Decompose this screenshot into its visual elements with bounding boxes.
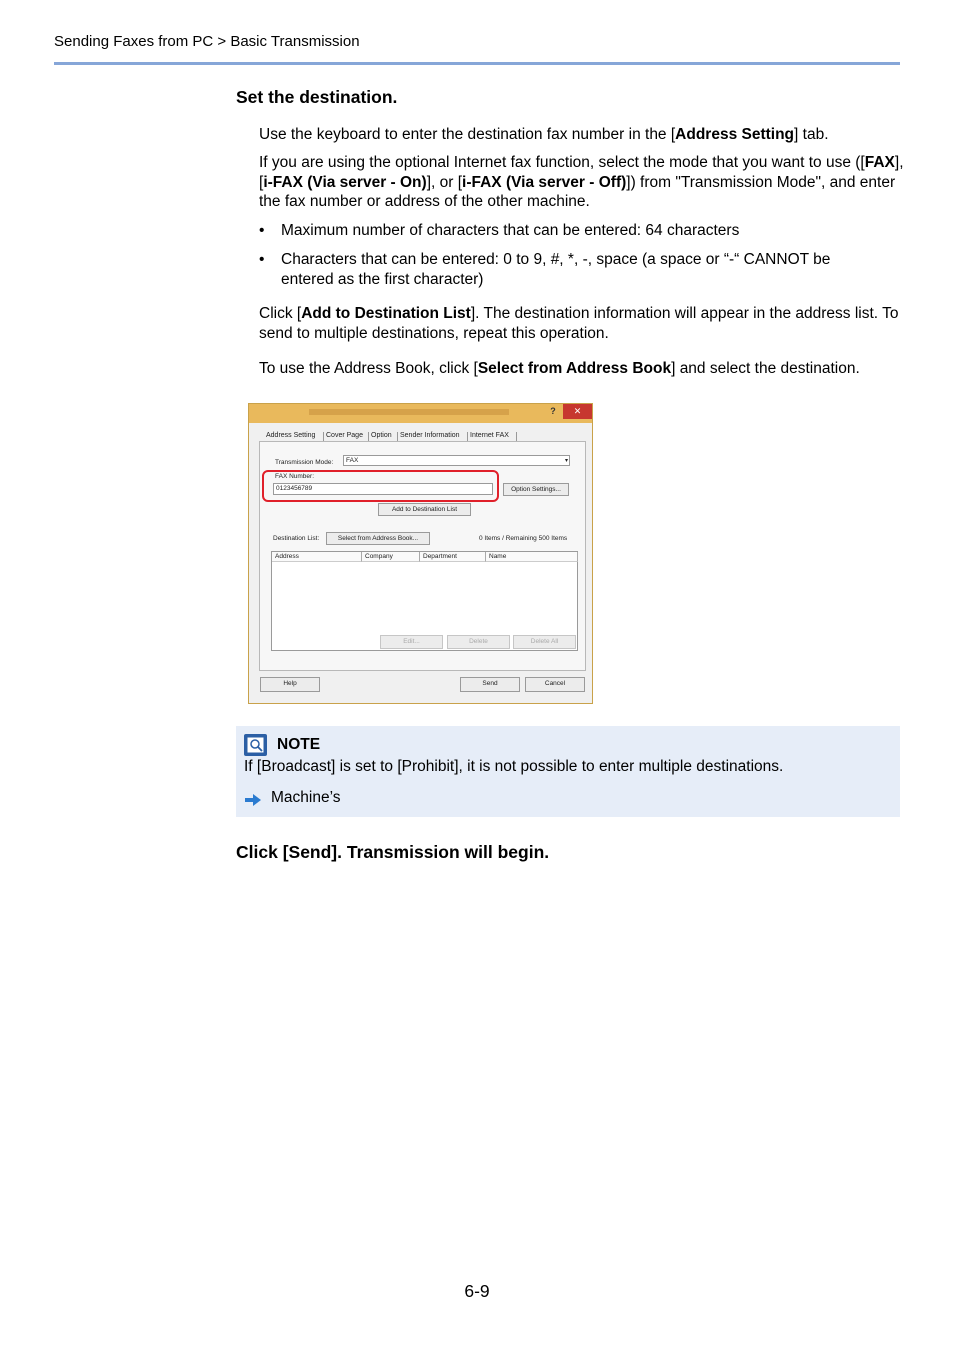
step-title-click-send: Click [Send]. Transmission will begin. xyxy=(236,842,550,862)
bold-term: i-FAX (Via server - Off) xyxy=(462,173,627,191)
fax-number-input[interactable]: 0123456789 xyxy=(273,483,493,495)
note-box xyxy=(236,726,900,817)
destination-list-label: Destination List: xyxy=(273,535,320,542)
text: If you are using the optional Internet fax function, select the mode that you want to use ([ xyxy=(259,154,865,171)
note-reference-link[interactable]: Machine’s xyxy=(271,789,341,806)
text: ], or [ xyxy=(426,173,463,191)
paragraph-internet-fax xyxy=(259,153,909,212)
close-icon[interactable]: ✕ xyxy=(563,404,592,419)
paragraph-address-book xyxy=(259,359,909,379)
column-header-name[interactable]: Name xyxy=(486,552,578,562)
page-number: 6-9 xyxy=(464,1281,490,1301)
tab-cover-page[interactable]: Cover Page xyxy=(326,432,363,439)
bold-term: i-FAX (Via server - On) xyxy=(263,173,427,191)
text: To use the Address Book, click [ xyxy=(259,360,478,377)
bold-term: FAX xyxy=(864,154,895,171)
dialog-title-blurred xyxy=(309,409,509,415)
bold-term: Select from Address Book xyxy=(477,360,672,377)
fax-dialog-screenshot xyxy=(248,403,593,704)
fax-number-label: FAX Number: xyxy=(275,473,315,480)
select-from-address-book-button[interactable]: Select from Address Book... xyxy=(326,532,430,545)
edit-button[interactable]: Edit... xyxy=(380,635,443,649)
text: Use the keyboard to enter the destination fax number in the [ xyxy=(259,126,676,143)
highlight-fax-number xyxy=(262,470,499,502)
dialog-title-bar xyxy=(249,404,592,423)
header-rule xyxy=(54,62,900,65)
text: ] tab. xyxy=(794,126,829,143)
arrow-right-icon xyxy=(245,793,261,811)
cancel-button[interactable]: Cancel xyxy=(525,677,585,692)
step-title-set-destination: Set the destination. xyxy=(236,87,398,107)
column-header-department[interactable]: Department xyxy=(420,552,486,562)
delete-button[interactable]: Delete xyxy=(447,635,510,649)
note-text: If [Broadcast] is set to [Prohibit], it is not possible to enter multiple destinations. xyxy=(244,758,784,775)
tab-sender-information[interactable]: Sender Information xyxy=(400,432,460,439)
note-icon xyxy=(244,734,267,756)
text: ] and select the destination. xyxy=(671,360,860,377)
option-settings-button[interactable]: Option Settings... xyxy=(503,483,569,496)
note-title: NOTE xyxy=(277,736,321,753)
delete-all-button[interactable]: Delete All xyxy=(513,635,576,649)
bold-term: Add to Destination List xyxy=(301,305,471,322)
bullet-dot: • xyxy=(259,251,265,268)
paragraph-add-destination xyxy=(259,304,909,343)
help-icon[interactable]: ? xyxy=(550,406,556,416)
tab-address-setting[interactable]: Address Setting xyxy=(266,432,316,439)
transmission-mode-value: FAX xyxy=(346,457,359,464)
text: Click [ xyxy=(259,305,302,322)
tab-option[interactable]: Option xyxy=(371,432,392,439)
add-to-destination-list-button[interactable]: Add to Destination List xyxy=(378,503,471,516)
bullet-text: Characters that can be entered: 0 to 9, #, *, -, space (a space or “-“ CANNOT be entered as the first character) xyxy=(281,251,831,288)
text: ]. The destination information will appear in the address list. To send to multiple destinations, repeat this operation. xyxy=(259,305,899,342)
bold-term: Address Setting xyxy=(675,126,795,143)
tab-internet-fax[interactable]: Internet FAX xyxy=(470,432,509,439)
bullet-dot: • xyxy=(259,222,265,239)
column-header-company[interactable]: Company xyxy=(362,552,420,562)
transmission-mode-select[interactable] xyxy=(343,455,570,466)
bullet-text: Maximum number of characters that can be entered: 64 characters xyxy=(281,222,740,239)
text: ]) from "Transmission Mode", and enter the fax number or address of the other machine. xyxy=(259,173,896,210)
item-count-text: 0 Items / Remaining 500 Items xyxy=(479,535,568,542)
transmission-mode-label: Transmission Mode: xyxy=(275,459,334,466)
text: ], [ xyxy=(259,154,904,191)
send-button[interactable]: Send xyxy=(460,677,520,692)
breadcrumb: Sending Faxes from PC > Basic Transmission xyxy=(54,33,360,50)
column-header-address[interactable]: Address xyxy=(272,552,362,562)
chevron-down-icon: ▾ xyxy=(564,458,568,464)
paragraph-address-setting xyxy=(259,125,909,145)
help-button[interactable]: Help xyxy=(260,677,320,692)
